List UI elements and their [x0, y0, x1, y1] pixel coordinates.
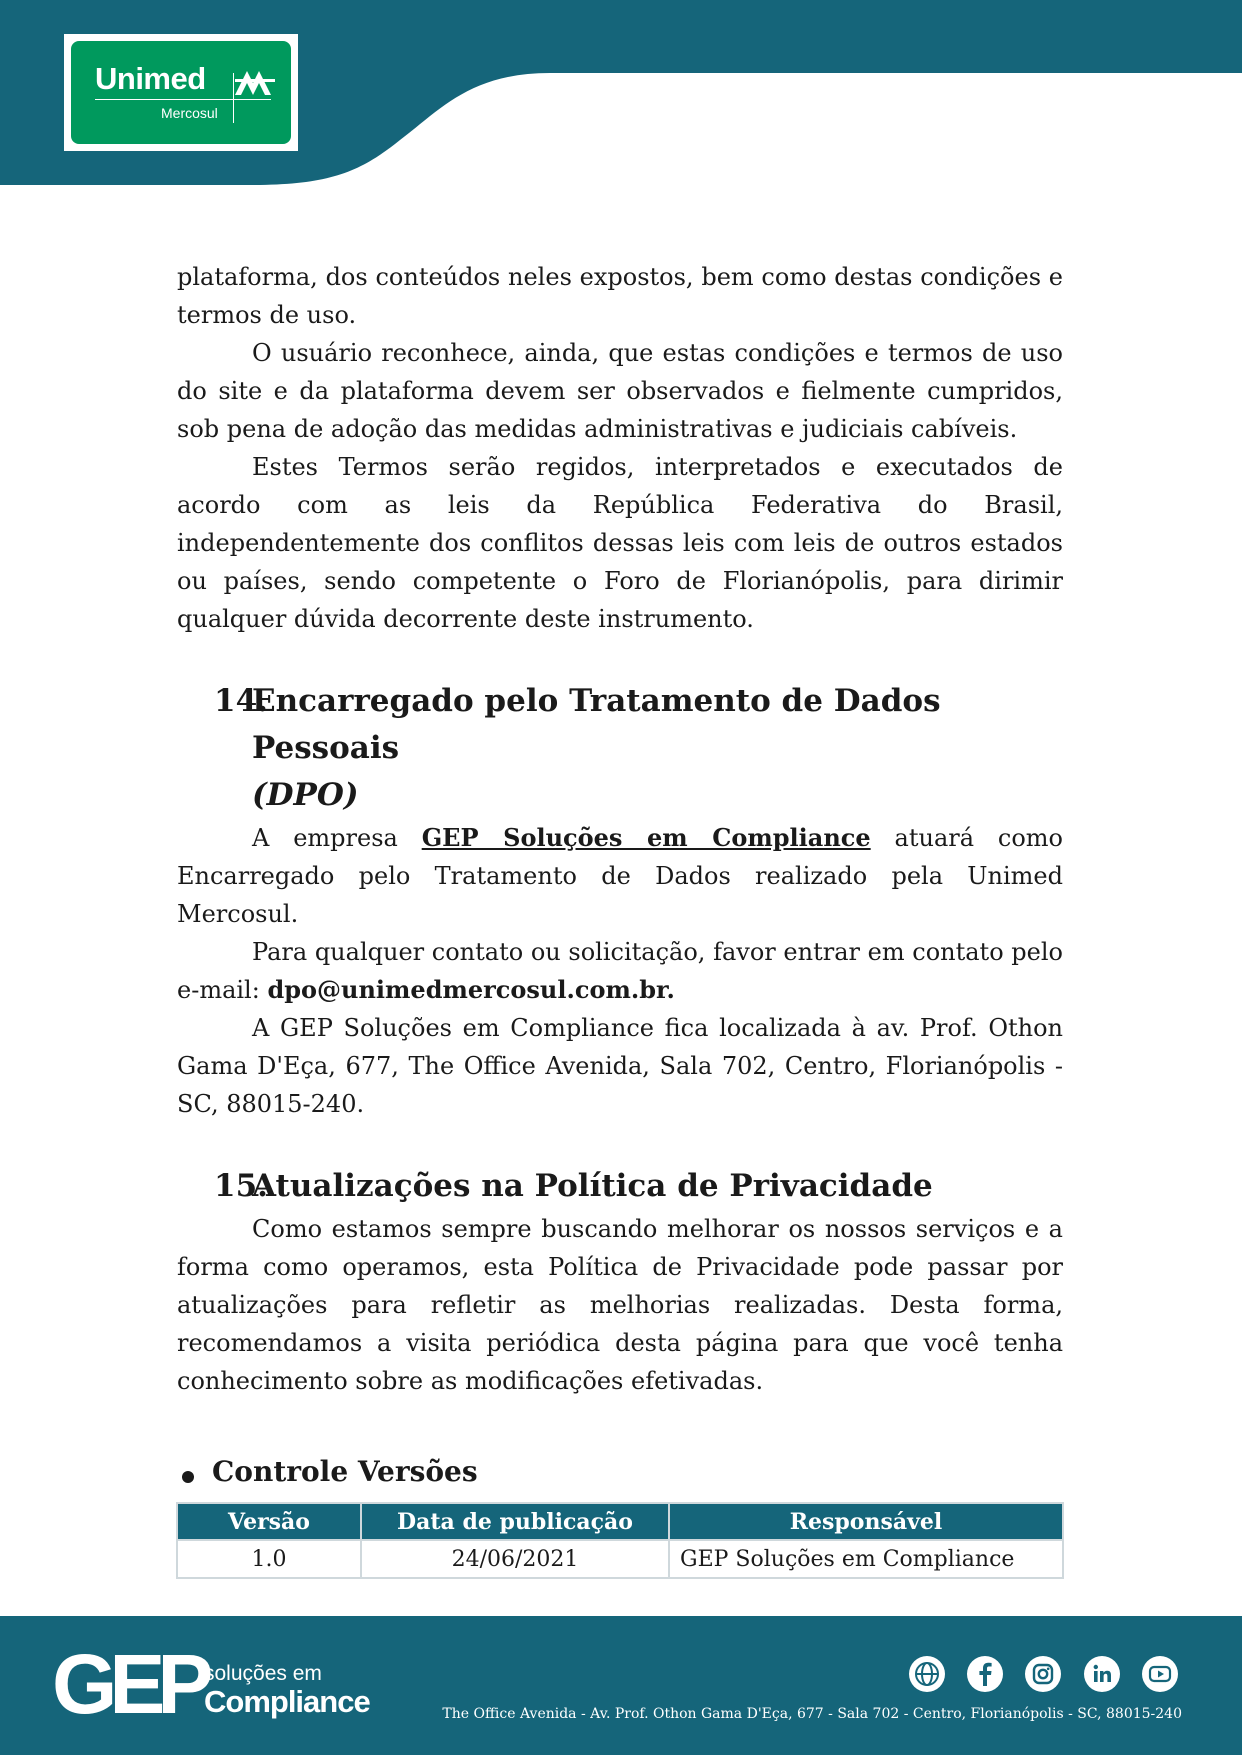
footer	[0, 1616, 1242, 1755]
section-title-text: Atualizações na Política de Privacidade	[252, 1168, 933, 1204]
section-title-text: Encarregado pelo Tratamento de Dados Pessoais	[252, 683, 941, 766]
gep-logo-mark: GEP	[52, 1637, 206, 1731]
youtube-icon[interactable]	[1142, 1656, 1178, 1692]
paragraph: A empresa GEP Soluções em Compliance atuará como Encarregado pelo Tratamento de Dados realizado pela Unimed Mercosul.	[177, 823, 1063, 928]
unimed-trees-icon	[233, 65, 277, 99]
linkedin-icon[interactable]	[1084, 1656, 1120, 1692]
table-cell: 24/06/2021	[361, 1540, 669, 1578]
footer-address: The Office Avenida - Av. Prof. Othon Gama D'Eça, 677 - Sala 702 - Centro, Florianópolis - SC, 88015-240	[442, 1706, 1182, 1722]
section-number: 15.	[214, 1168, 268, 1204]
table-cell: 1.0	[177, 1540, 361, 1578]
gep-logo-compliance: Compliance	[204, 1684, 370, 1719]
unimed-logo	[64, 34, 298, 151]
versions-table	[176, 1502, 1064, 1579]
section-15-title	[177, 1163, 1063, 1210]
gep-logo-subtitle: soluções em	[204, 1662, 322, 1685]
gep-logo	[52, 1637, 370, 1731]
section-number: 14.	[214, 683, 268, 719]
table-row	[177, 1540, 1063, 1578]
bullet-icon	[182, 1471, 194, 1483]
versions-heading: Controle Versões	[212, 1455, 478, 1488]
paragraph: Para qualquer contato ou solicitação, favor entrar em contato pelo e-mail: dpo@unimedmercosul.com.br.	[177, 938, 1063, 1004]
dpo-email[interactable]: dpo@unimedmercosul.com.br.	[267, 975, 675, 1004]
logo-divider	[95, 99, 271, 100]
logo-wordmark: Unimed	[95, 61, 206, 96]
table-cell: GEP Soluções em Compliance	[669, 1540, 1063, 1578]
paragraph: Como estamos sempre buscando melhorar os nossos serviços e a forma como operamos, esta Política de Privacidade pode passar por atualizações para refletir as melhorias realizadas. Desta forma, recomendamos a visita periódica desta página para que você tenha conhecimento sobre as modificações efetivadas.	[177, 1215, 1063, 1395]
logo-vertical-divider	[233, 73, 234, 123]
paragraph: O usuário reconhece, ainda, que estas condições e termos de uso do site e da plataforma devem ser observados e fielmente cumpridos, sob pena de adoção das medidas administrativas e judiciais cabíveis.	[177, 339, 1063, 443]
paragraph: plataforma, dos conteúdos neles expostos, bem como destas condições e termos de uso.	[177, 263, 1063, 329]
instagram-icon[interactable]	[1025, 1656, 1061, 1692]
document-body	[177, 258, 1063, 1400]
gep-link[interactable]: GEP Soluções em Compliance	[421, 823, 871, 852]
facebook-icon[interactable]	[967, 1656, 1003, 1692]
globe-icon[interactable]	[909, 1656, 945, 1692]
table-header-row	[177, 1503, 1063, 1540]
column-header: Data de publicação	[361, 1503, 669, 1540]
section-14-title	[177, 678, 1063, 819]
column-header: Responsável	[669, 1503, 1063, 1540]
logo-subtitle: Mercosul	[161, 105, 218, 121]
paragraph: Estes Termos serão regidos, interpretados e executados de acordo com as leis da República Federativa do Brasil, independentemente dos conflitos dessas leis com leis de outros estados ou países, sendo competente o Foro de Florianópolis, para dirimir qualquer dúvida decorrente deste instrumento.	[177, 453, 1063, 633]
section-title-italic: (DPO)	[252, 777, 359, 813]
paragraph: A GEP Soluções em Compliance fica localizada à av. Prof. Othon Gama D'Eça, 677, The Office Avenida, Sala 702, Centro, Florianópolis - SC, 88015-240.	[177, 1014, 1063, 1118]
column-header: Versão	[177, 1503, 361, 1540]
